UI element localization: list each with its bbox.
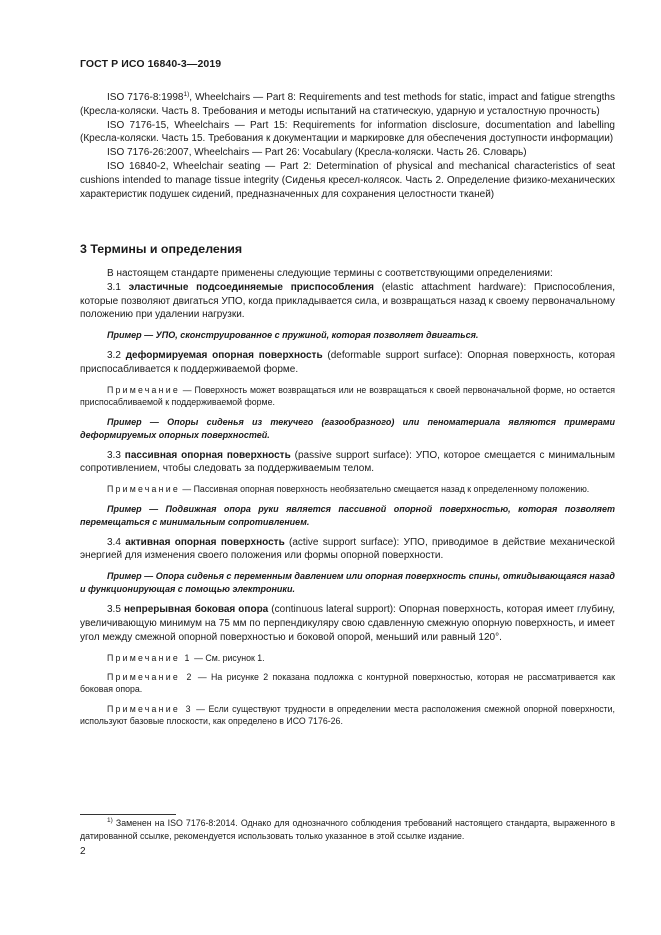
example-3-3: Пример — Подвижная опора руки является пассивной опорной поверхностью, которая позволяет перемещаться с минимальным сопротивлением. [80,503,615,527]
terms-section [80,267,615,728]
reference-item: ISO 7176-15, Wheelchairs — Part 15: Requirements for information disclosure, documentation and labelling (Кресла-коляски. Часть 15. Требования к документации и маркировке для обеспечения доступности информации) [80,119,615,145]
section-intro: В настоящем стандарте применены следующие термины с соответствующими определениями: [107,268,553,279]
note-3-5-3: Примечание 3 — Если существуют трудности в определении места расположения смежной опорной поверхности, используют базовые плоскости, как определено в ИСО 7176-26. [80,703,616,727]
reference-item: ISO 7176-26:2007, Wheelchairs — Part 26: Vocabulary (Кресла-коляски. Часть 26. Словарь) [107,147,527,159]
term-3-2: 3.2 деформируемая опорная поверхность (deformable support surface): Опорная поверхность, которая приспосабливается к поддерживаемой форме. [80,350,615,375]
term-3-5: 3.5 непрерывная боковая опора (continuous lateral support): Опорная поверхность, которая имеет глубину, увеличивающую минимум на 75 мм по перпендикуляру свою сдавленную смежную опорную поверхность, и имеет угол между смежной опорной поверхностью и боковой опорой, меньший или равный 120°. [80,604,615,643]
example-3-1: Пример — УПО, сконструированное с пружиной, которая позволяет двигаться. [107,330,479,341]
normative-references [80,91,615,201]
note-3-5-2: Примечание 2 — На рисунке 2 показана подложка с контурной поверхностью, которая не рассматривается как боковая опора. [80,671,615,695]
term-name: активная опорная поверхность [125,536,285,548]
reference-item: ISO 16840-2, Wheelchair seating — Part 2: Determination of physical and mechanical characteristics of seat cushions intended to manage tissue integrity (Сиденья кресел-колясок. Часть 2. Определение физико-механических характеристик подушек сидений, предназначенных для сохранения целостности тканей) [80,160,615,200]
term-3-3: 3.3 пассивная опорная поверхность (passive support surface): УПО, которое смещается с минимальным сопротивлением, чтобы следовать за поддерживаемым телом. [80,449,615,475]
term-3-4: 3.4 активная опорная поверхность (active support surface): УПО, приводимое в действие механической энергией для изменения своего положения или формы опорной поверхности. [80,536,615,562]
example-3-2: Пример — Опоры сиденья из текучего (газообразного) или пеноматериала являются примерами деформируемых опорных поверхностей. [80,416,615,440]
term-name: эластичные подсоединяемые приспособления [128,281,374,293]
document-header: ГОСТ Р ИСО 16840-3—2019 [80,58,222,70]
note-3-5-1: Примечание 1 — См. рисунок 1. [107,652,265,663]
term-name: деформируемая опорная поверхность [125,350,323,362]
term-3-1: 3.1 эластичные подсоединяемые приспособления (elastic attachment hardware): Приспособления, которые позволяют двигаться УПО, когда прикладывается сила, и возвращаться назад к своему первоначальному положению при удалении нагрузки. [80,281,615,321]
section-title: 3 Термины и определения [80,242,243,256]
footnote-separator [80,814,176,815]
example-3-4: Пример — Опора сиденья с переменным давлением или опорная поверхность спины, откидывающаяся назад и функционирующая с помощью электроники. [80,571,615,595]
note-3-2: Примечание — Поверхность может возвращаться или не возвращаться к своей первоначальной форме, но остается приспосабливаемой к поддерживаемой форме. [80,384,615,408]
term-name: непрерывная боковая опора [123,604,269,616]
reference-item: ISO 7176-8:1998$^{1)}$, Wheelchairs — Part 8: Requirements and test methods for static, impact and fatigue strengths (Кресла-коляски. Часть 8. Требования и методы испытаний на статическую, ударную и усталостную прочность) [80,91,615,117]
note-3-3: Примечание — Пассивная опорная поверхность необязательно смещается назад к определенному положению. [107,484,590,495]
term-name: пассивная опорная поверхность [124,449,291,461]
page-number: 2 [80,846,86,857]
footnote: $^{1)}$ Заменен на ISO 7176-8:2014. Однако для однозначного соблюдения требований настоящего стандарта, выраженного в датированной ссылке, рекомендуется использовать только указанное в этой ссылке издание. [80,817,615,841]
footnote-marker: 1) [183,91,190,98]
